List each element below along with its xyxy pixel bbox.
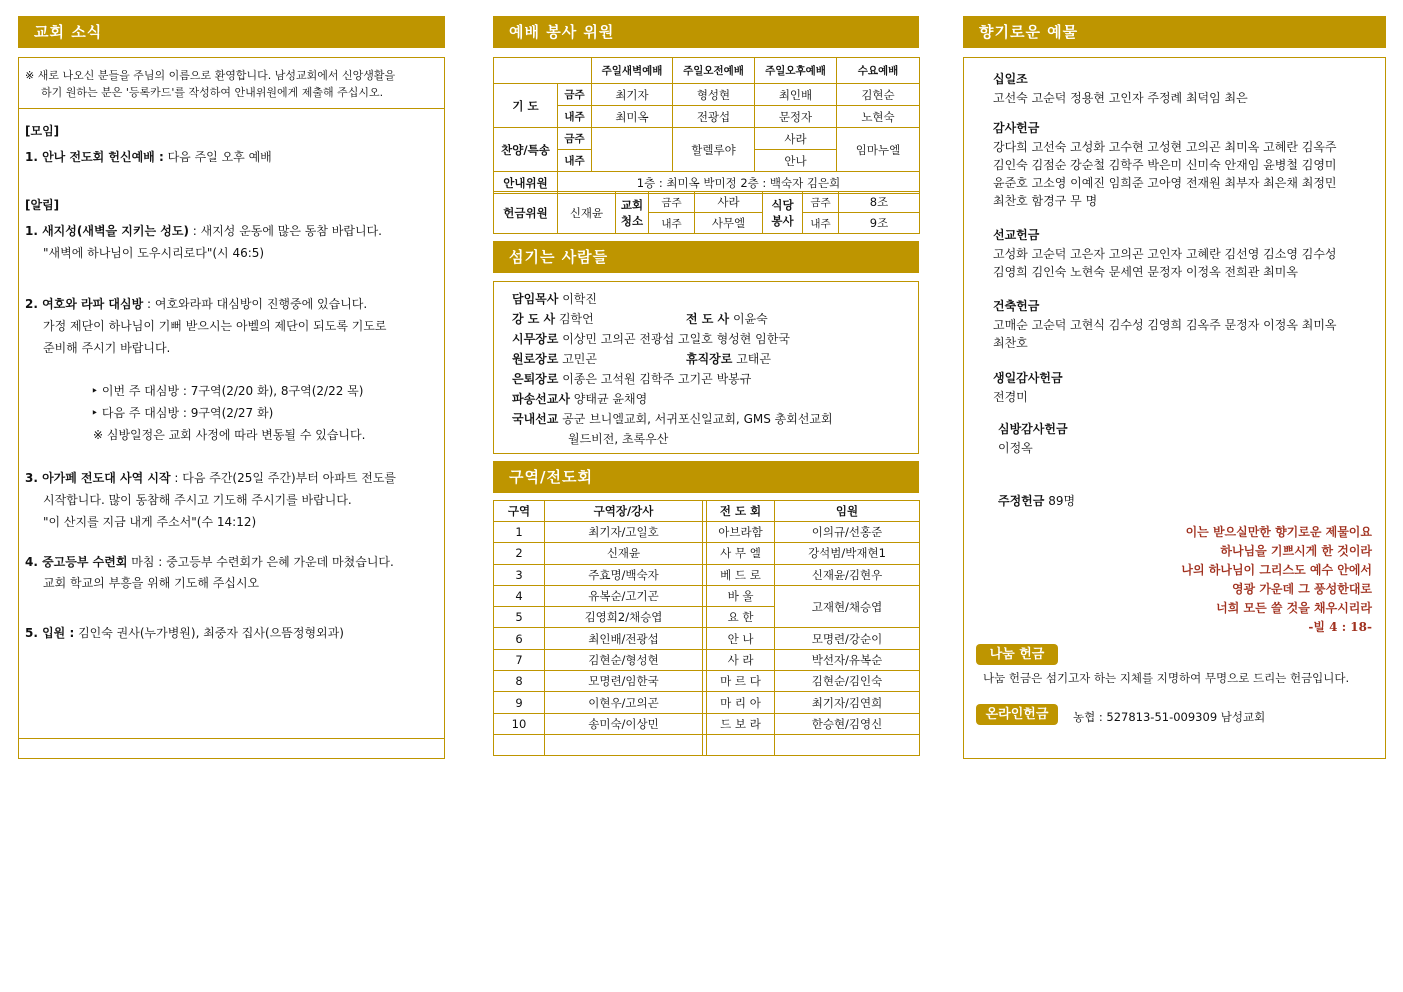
district-table [493, 500, 920, 756]
alert-item-4-line2: 교회 학교의 부흥을 위해 기도해 주십시오 [43, 576, 260, 590]
blank-cell [775, 734, 920, 755]
fellowship-name: 안 나 [707, 628, 775, 649]
missionary-label: 파송선교사 [512, 392, 570, 406]
district-title: 구역/전도회 [509, 468, 593, 486]
officers-col-header: 임원 [775, 501, 920, 522]
retired-elders-names: 이종은 고석원 김학주 고기곤 박봉규 [562, 372, 752, 386]
thanks-names-3: 윤준호 고소영 이예진 임희준 고아영 전재원 최부자 최은채 최정민 [993, 176, 1337, 190]
welcome-notice-line1: ※ 새로 나오신 분들을 주님의 이름으로 환영합니다. 남성교회에서 신앙생활을 [25, 69, 396, 82]
alert-item-4 [25, 553, 394, 570]
choir-wednesday: 임마누엘 [837, 128, 920, 172]
alert-item-2-line3: 준비해 주시기 바랍니다. [43, 341, 171, 355]
alert-item-1-text: : 새지성 운동에 많은 동참 바랍니다. [192, 224, 382, 238]
fellowship-officers: 강석범/박재현1 [775, 543, 920, 564]
district-number: 7 [494, 649, 545, 670]
visit-schedule-2: ‣ 다음 주 대심방 : 9구역(2/27 화) [91, 406, 274, 420]
thanks-names-2: 김인숙 김점순 강순철 김학주 박은미 신미숙 안재임 윤병철 김영미 [993, 158, 1337, 172]
fellowship-name: 아브라함 [707, 522, 775, 543]
weekly-offering-title: 주정헌금 [998, 494, 1045, 508]
table-row [494, 649, 920, 670]
choir-morning: 할렐루야 [673, 128, 755, 172]
kitchen-this-week: 8조 [839, 192, 920, 213]
fellowship-officers: 한승현/김영신 [775, 713, 920, 734]
table-row [494, 564, 920, 585]
usher-label: 안내위원 [494, 172, 558, 194]
district-leader: 주효명/백숙자 [545, 564, 703, 585]
district-leader: 최기자/고일호 [545, 522, 703, 543]
blank-cell [494, 734, 545, 755]
building-title: 건축헌금 [993, 299, 1040, 313]
emeritus-elder-row [512, 350, 597, 367]
choir-afternoon-this: 사라 [755, 128, 837, 150]
visit-thanks-title: 심방감사헌금 [998, 422, 1068, 436]
offering-name: 신재윤 [558, 192, 616, 234]
alert-item-2 [25, 295, 367, 312]
alert-heading: [알림] [25, 198, 60, 212]
blank-cell [545, 734, 703, 755]
alert-item-3-label: 3. 아가페 전도대 사역 시작 [25, 471, 171, 485]
birthday-title: 생일감사헌금 [993, 371, 1063, 385]
alert-item-4-text: 마침 : 중고등부 수련회가 은혜 가운데 마쳤습니다. [131, 555, 394, 569]
meeting-item-1-text: 다음 주일 오후 예배 [167, 150, 272, 164]
building-names-1: 고매순 고순덕 고현식 김수성 김영희 김옥주 문정자 이정옥 최미옥 [993, 318, 1337, 332]
mission-names-1: 고성화 고순덕 고은자 고의곤 고인자 고혜란 김선영 김소영 김수성 [993, 247, 1337, 261]
mission-title: 선교헌금 [993, 228, 1040, 242]
leave-elder-label: 휴직장로 [686, 352, 733, 366]
domestic-mission-label: 국내선교 [512, 412, 559, 426]
fellowship-name: 베 드 로 [707, 564, 775, 585]
domestic-mission-names: 공군 브니엘교회, 서귀포신일교회, GMS 총회선교회 [562, 412, 833, 426]
fellowship-name: 마 르 다 [707, 671, 775, 692]
district-header [493, 461, 919, 493]
offering-clean-table [493, 191, 920, 234]
kitchen-label [763, 192, 803, 234]
poem-line-4: 영광 가운데 그 풍성한대로 [1231, 582, 1372, 596]
online-offering-tag: 온라인헌금 [976, 704, 1058, 725]
retired-elders-row [512, 370, 751, 387]
weekly-offering-row [998, 492, 1075, 509]
fellowship-officers: 최기자/김연희 [775, 692, 920, 713]
visit-thanks-names: 이정옥 [998, 441, 1033, 455]
emeritus-elder-label: 원로장로 [512, 352, 559, 366]
servants-panel [493, 281, 919, 454]
kitchen-label-2: 봉사 [771, 213, 794, 228]
district-number: 6 [494, 628, 545, 649]
fellowship-officers: 김현순/김인숙 [775, 671, 920, 692]
kitchen-next-week-label: 내주 [803, 213, 839, 234]
choir-dawn [592, 128, 673, 172]
district-leader: 모명련/임한국 [545, 671, 703, 692]
district-number: 3 [494, 564, 545, 585]
thanks-names-1: 강다희 고선숙 고성화 고수현 고성현 고의곤 최미옥 고혜란 김옥주 [993, 140, 1337, 154]
fellowship-officers: 박선자/유복순 [775, 649, 920, 670]
fellowship-officers: 이의규/선홍준 [775, 522, 920, 543]
choir-next-week-label: 내주 [558, 150, 592, 172]
evangelist-name: 이윤숙 [732, 312, 768, 326]
alert-item-5 [25, 624, 344, 641]
senior-pastor-row [512, 290, 597, 307]
footer-divider [19, 738, 444, 739]
fellowship-officers: 신재윤/김현우 [775, 564, 920, 585]
alert-item-4-label: 4. 중고등부 수련회 [25, 555, 128, 569]
birthday-names: 전경미 [993, 390, 1028, 404]
offerings-panel [963, 57, 1386, 759]
welcome-notice-line2: 하기 원하는 분은 '등록카드'를 작성하여 안내위원에게 제출해 주십시오. [41, 86, 384, 99]
scripture-poem [1181, 523, 1372, 637]
header-morning: 주일오전예배 [673, 58, 755, 84]
prayer-next-morning: 전광섭 [673, 106, 755, 128]
alert-item-5-text: 김인숙 권사(누가병원), 최중자 집사(으뜸정형외과) [78, 626, 344, 640]
fellowship-name: 요 한 [707, 607, 775, 628]
table-row [494, 543, 920, 564]
evangelist-row [686, 310, 768, 327]
alert-item-2-text: : 여호와라파 대심방이 진행중에 있습니다. [147, 297, 368, 311]
meeting-item-1 [25, 148, 272, 165]
poem-reference: -빌 4 : 18- [1308, 620, 1372, 634]
district-number: 8 [494, 671, 545, 692]
church-news-header [18, 16, 445, 48]
domestic-mission-row [512, 410, 833, 427]
header-afternoon: 주일오후예배 [755, 58, 837, 84]
offerings-title: 향기로운 예물 [979, 23, 1079, 41]
alert-item-2-label: 2. 여호와 라파 대심방 [25, 297, 144, 311]
fellowship-col-header: 전 도 회 [707, 501, 775, 522]
fellowship-officers: 모명련/강순이 [775, 628, 920, 649]
servants-header [493, 241, 919, 273]
district-leader: 최인배/전광섭 [545, 628, 703, 649]
alert-item-3-text: : 다음 주간(25일 주간)부터 아파트 전도를 [174, 471, 397, 485]
active-elders-row [512, 330, 790, 347]
visit-schedule-note: ※ 심방일정은 교회 사정에 따라 변동될 수 있습니다. [93, 428, 366, 442]
active-elders-label: 시무장로 [512, 332, 559, 346]
preacher-row [512, 310, 594, 327]
meeting-item-1-label: 1. 안나 전도회 헌신예배 : [25, 150, 164, 164]
alert-item-5-label: 5. 입원 : [25, 626, 75, 640]
header-dawn: 주일새벽예배 [592, 58, 673, 84]
offering-label: 헌금위원 [494, 192, 558, 234]
tithe-title: 십일조 [993, 72, 1028, 86]
district-number: 10 [494, 713, 545, 734]
district-leader: 이현우/고의곤 [545, 692, 703, 713]
missionary-names: 양태균 윤채영 [573, 392, 648, 406]
district-number: 5 [494, 607, 545, 628]
preacher-name: 김학언 [558, 312, 594, 326]
leave-elder-name: 고태곤 [736, 352, 771, 366]
tithe-names: 고선숙 고순덕 정용현 고인자 주정례 최덕임 최은 [993, 91, 1248, 105]
alert-item-3-line2: 시작합니다. 많이 동참해 주시고 기도해 주시기를 바랍니다. [43, 493, 352, 507]
table-row [494, 522, 920, 543]
district-number: 9 [494, 692, 545, 713]
service-committee-title: 예배 봉사 위원 [509, 23, 615, 41]
cleaning-next-week-label: 내주 [649, 213, 695, 234]
alert-item-1-line2: "새벽에 하나님이 도우시리로다"(시 46:5) [43, 246, 265, 260]
fellowship-name: 사 라 [707, 649, 775, 670]
preacher-label: 강 도 사 [512, 312, 556, 326]
prayer-next-wednesday: 노현숙 [837, 106, 920, 128]
senior-pastor-name: 이학진 [562, 292, 597, 306]
district-col-header: 구역 [494, 501, 545, 522]
prayer-this-week-label: 금주 [558, 84, 592, 106]
domestic-mission-line2: 월드비전, 초록우산 [568, 432, 669, 446]
prayer-next-week-label: 내주 [558, 106, 592, 128]
choir-label: 찬양/특송 [494, 128, 558, 172]
poem-line-5: 너희 모든 쓸 것을 채우시리라 [1216, 601, 1372, 615]
mission-names-2: 김영희 김인숙 노현숙 문세연 문정자 이정옥 전희관 최미옥 [993, 265, 1298, 279]
blank-row [494, 734, 920, 755]
prayer-next-dawn: 최미옥 [592, 106, 673, 128]
poem-line-2: 하나님을 기쁘시게 한 것이라 [1220, 544, 1372, 558]
poem-line-3: 나의 하나님이 그리스도 예수 안에서 [1181, 563, 1372, 577]
retired-elders-label: 은퇴장로 [512, 372, 559, 386]
visit-schedule-1: ‣ 이번 주 대심방 : 7구역(2/20 화), 8구역(2/22 목) [91, 384, 364, 398]
alert-item-3-line3: "이 산지를 지금 내게 주소서"(수 14:12) [43, 515, 257, 529]
cleaning-next-week: 사무엘 [695, 213, 763, 234]
prayer-label: 기 도 [494, 84, 558, 128]
senior-pastor-label: 담임목사 [512, 292, 559, 306]
alert-item-2-line2: 가정 제단이 하나님이 기뻐 받으시는 아벨의 제단이 되도록 기도로 [43, 319, 387, 333]
choir-afternoon-next: 안나 [755, 150, 837, 172]
alert-item-3 [25, 469, 396, 486]
kitchen-next-week: 9조 [839, 213, 920, 234]
usher-names: 1층 : 최미옥 박미정 2층 : 백숙자 김은희 [558, 172, 920, 194]
table-row [494, 692, 920, 713]
church-cleaning-label [616, 192, 649, 234]
blank-cell [707, 734, 775, 755]
alert-item-1-label: 1. 새지성(새벽을 지키는 성도) [25, 224, 189, 238]
poem-line-1: 이는 받으실만한 향기로운 제물이요 [1185, 525, 1372, 539]
district-leader: 신재윤 [545, 543, 703, 564]
emeritus-elder-name: 고민곤 [562, 352, 597, 366]
offerings-header [963, 16, 1386, 48]
thanks-title: 감사헌금 [993, 121, 1040, 135]
online-account-text: 농협 : 527813-51-009309 남성교회 [1073, 710, 1266, 724]
district-leader: 김영희2/채승엽 [545, 607, 703, 628]
prayer-next-afternoon: 문정자 [755, 106, 837, 128]
fellowship-name: 드 보 라 [707, 713, 775, 734]
table-row [494, 671, 920, 692]
district-number: 2 [494, 543, 545, 564]
evangelist-label: 전 도 사 [686, 312, 730, 326]
leader-col-header: 구역장/강사 [545, 501, 703, 522]
header-wednesday: 수요예배 [837, 58, 920, 84]
prayer-this-morning: 형성현 [673, 84, 755, 106]
cleaning-this-week-label: 금주 [649, 192, 695, 213]
notice-divider [19, 108, 444, 109]
alert-item-1 [25, 222, 382, 239]
district-leader: 송미숙/이상민 [545, 713, 703, 734]
servants-title: 섬기는 사람들 [509, 248, 609, 266]
prayer-this-afternoon: 최인배 [755, 84, 837, 106]
building-names-2: 최찬호 [993, 336, 1028, 350]
table-row [494, 628, 920, 649]
church-news-title: 교회 소식 [34, 23, 103, 41]
cleaning-label-1: 교회 [620, 197, 644, 212]
kitchen-this-week-label: 금주 [803, 192, 839, 213]
missionary-row [512, 390, 647, 407]
fellowship-name: 바 울 [707, 585, 775, 606]
meeting-heading: [모임] [25, 124, 60, 138]
prayer-this-dawn: 최기자 [592, 84, 673, 106]
table-row [494, 713, 920, 734]
district-number: 1 [494, 522, 545, 543]
church-news-panel [18, 57, 445, 759]
kitchen-label-1: 식당 [771, 197, 794, 212]
district-number: 4 [494, 585, 545, 606]
sharing-offering-tag: 나눔 헌금 [976, 644, 1058, 665]
thanks-names-4: 최찬호 함경구 무 명 [993, 194, 1098, 208]
district-leader: 유복순/고기곤 [545, 585, 703, 606]
active-elders-names: 이상민 고의곤 전광섭 고일호 형성현 임한국 [562, 332, 790, 346]
service-committee-header [493, 16, 919, 48]
weekly-offering-count: 89명 [1048, 494, 1076, 508]
service-committee-table [493, 57, 920, 194]
fellowship-name: 마 리 아 [707, 692, 775, 713]
cleaning-this-week: 사라 [695, 192, 763, 213]
cleaning-label-2: 청소 [620, 213, 644, 228]
table-corner [494, 58, 592, 84]
district-leader: 김현순/형성현 [545, 649, 703, 670]
leave-elder-row [686, 350, 771, 367]
table-row [494, 585, 920, 606]
choir-this-week-label: 금주 [558, 128, 592, 150]
prayer-this-wednesday: 김현순 [837, 84, 920, 106]
sharing-offering-text: 나눔 헌금은 섬기고자 하는 지체를 지명하여 무명으로 드리는 헌금입니다. [983, 671, 1350, 685]
fellowship-officers: 고재현/채승엽 [775, 585, 920, 628]
fellowship-name: 사 무 엘 [707, 543, 775, 564]
